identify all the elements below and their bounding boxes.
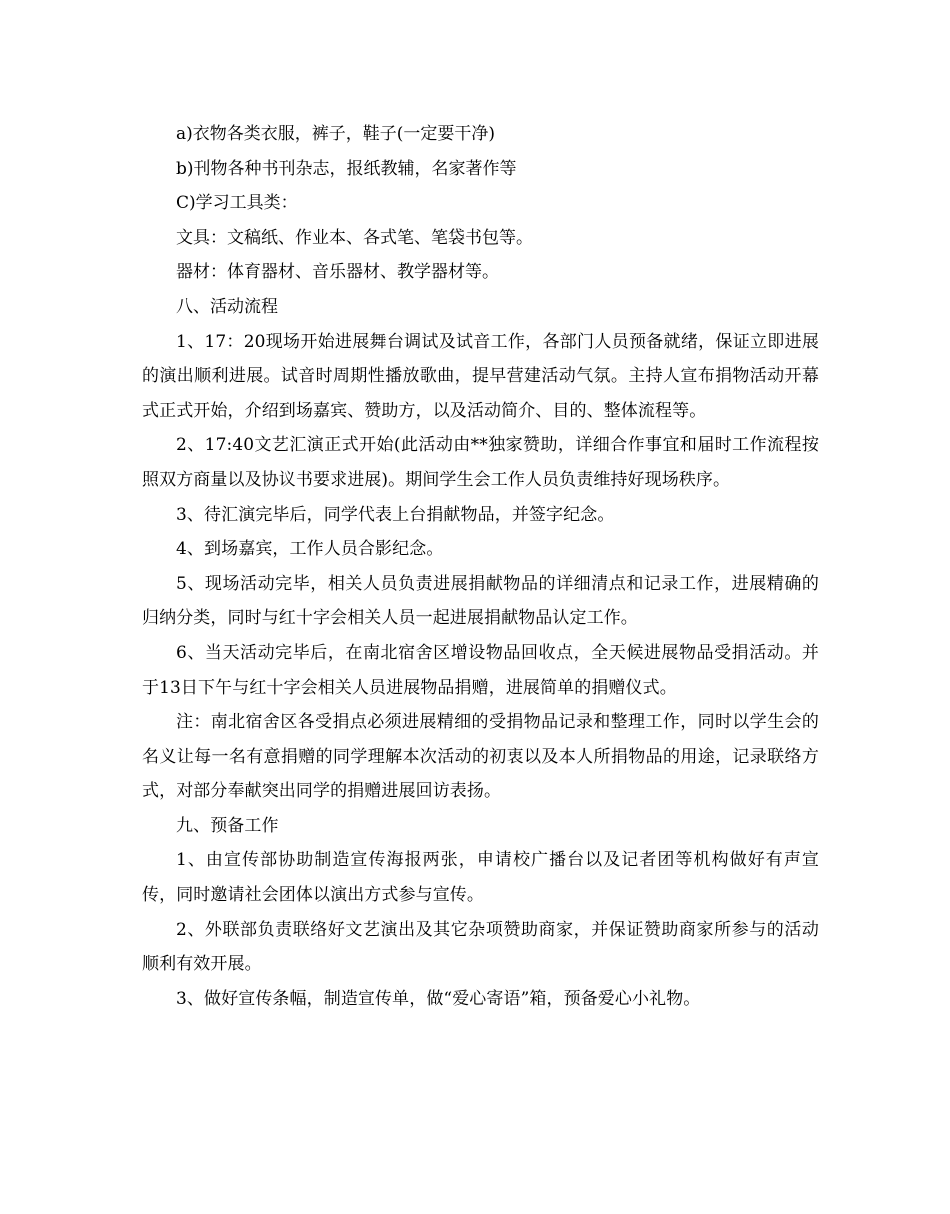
flow-step-3: 3、待汇演完毕后，同学代表上台捐献物品，并签字纪念。 — [176, 504, 615, 525]
flow-step-6: 6、当天活动完毕后，在南北宿舍区增设物品回收点，全天候进展物品受捐活动。并于13日下午与红十字会相关人员进展物品捐赠，进展简单的捐赠仪式。 — [142, 642, 819, 698]
flow-step-2: 2、17:40文艺汇演正式开始(此活动由**独家赞助，详细合作事宜和届时工作流程按照双方商量以及协议书要求进展)。期间学生会工作人员负责维持好现场秩序。 — [142, 435, 819, 490]
donation-item-clothes: a)衣物各类衣服，裤子，鞋子(一定要干净) — [176, 124, 496, 144]
prep-step-1: 1、由宣传部协助制造宣传海报两张，申请校广播台以及记者团等机构做好有声宣传，同时邀请社会团体以演出方式参与宣传。 — [142, 850, 819, 906]
flow-note: 注：南北宿舍区各受捐点必须进展精细的受捐物品记录和整理工作，同时以学生会的名义让每一名有意捐赠的同学理解本次活动的初衷以及本人所捐物品的用途，记录联络方式，对部分奉献突出同学的捐赠进展回访表扬。 — [142, 712, 819, 802]
donation-item-publications: b)刊物各种书刊杂志，报纸教辅，名家著作等 — [176, 158, 517, 179]
equipment-list: 器材：体育器材、音乐器材、教学器材等。 — [176, 262, 499, 283]
flow-step-5: 5、现场活动完毕，相关人员负责进展捐献物品的详细清点和记录工作，进展精确的归纳分类，同时与红十字会相关人员一起进展捐献物品认定工作。 — [142, 573, 819, 629]
section-heading-preparation: 九、预备工作 — [176, 815, 279, 836]
document-body — [142, 117, 819, 1016]
prep-step-3: 3、做好宣传条幅，制造宣传单，做“爱心寄语”箱，预备爱心小礼物。 — [176, 988, 701, 1009]
flow-step-1: 1、17：20现场开始进展舞台调试及试音工作，各部门人员预备就绪，保证立即进展的演出顺利进展。试音时周期性播放歌曲，提早营建活动气氛。主持人宣布捐物活动开幕式正式开始，介绍到场嘉宾、赞助方，以及活动简介、目的、整体流程等。 — [142, 331, 819, 421]
prep-step-2: 2、外联部负责联络好文艺演出及其它杂项赞助商家，并保证赞助商家所参与的活动顺利有效开展。 — [142, 919, 819, 975]
stationery-list: 文具：文稿纸、作业本、各式笔、笔袋书包等。 — [176, 227, 533, 248]
donation-item-study-tools: C)学习工具类： — [176, 193, 298, 214]
flow-step-4: 4、到场嘉宾，工作人员合影纪念。 — [176, 539, 444, 560]
section-heading-activity-flow: 八、活动流程 — [176, 296, 278, 317]
